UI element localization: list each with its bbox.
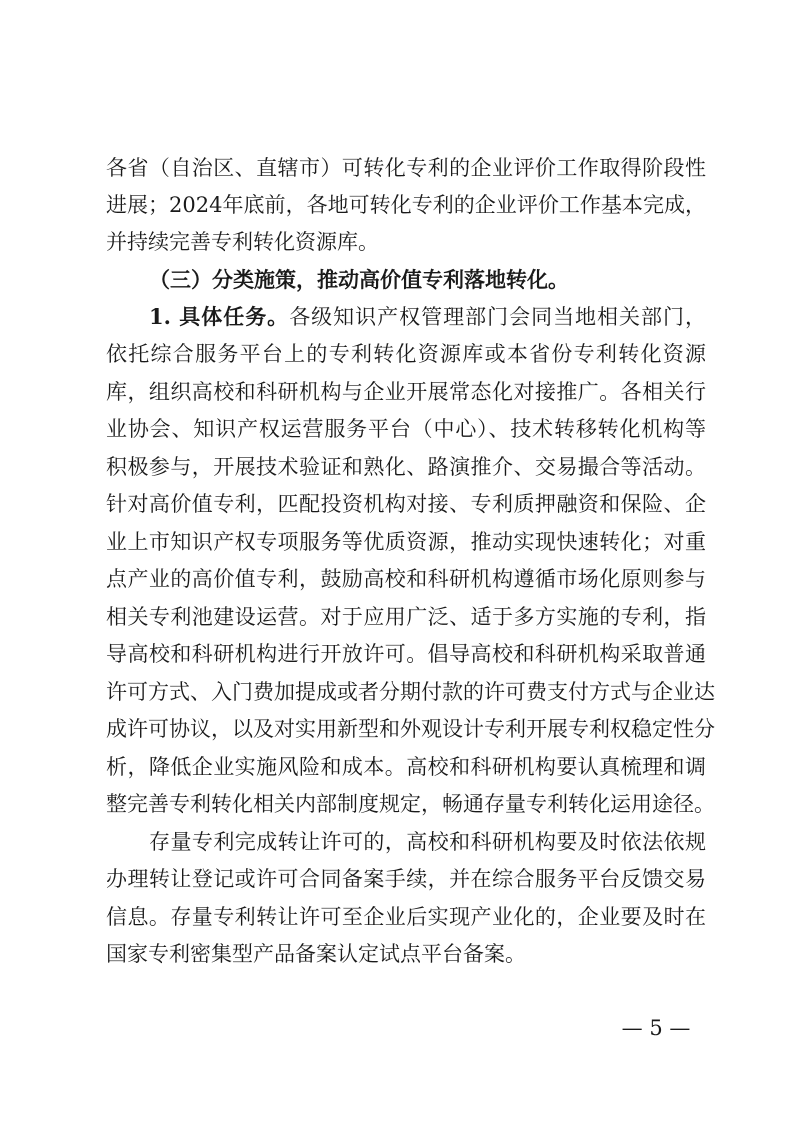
text-line: 库，组织高校和科研机构与企业开展常态化对接推广。各相关行 [106,380,706,404]
text-line: 积极参与，开展技术验证和熟化、路演推介、交易撮合等活动。 [106,455,706,479]
text-line: 许可方式、入门费加提成或者分期付款的许可费支付方式与企业达 [106,680,715,704]
text-line: 办理转让登记或许可合同备案手续，并在综合服务平台反馈交易 [106,867,706,891]
page-number: — 5 — [621,1016,691,1040]
text-line: 成许可协议，以及对实用新型和外观设计专利开展专利权稳定性分 [106,717,715,741]
text-line: 信息。存量专利转让许可至企业后实现产业化的，企业要及时在 [106,905,706,929]
text-line: 存量专利完成转让许可的，高校和科研机构要及时依法依规 [149,830,706,854]
task-first-line [149,299,706,335]
text-line: 各省（自治区、直辖市）可转化专利的企业评价工作取得阶段性 [106,156,706,180]
text-line: 相关专利池建设运营。对于应用广泛、适于多方实施的专利，指 [106,605,706,629]
text-line: 进展；2024年底前，各地可转化专利的企业评价工作基本完成， [106,193,706,217]
text-line: 导高校和科研机构进行开放许可。倡导高校和科研机构采取普通 [106,642,706,666]
task-first-line-text: 各级知识产权管理部门会同当地相关部门， [289,305,707,329]
text-line: 业协会、知识产权运营服务平台（中心）、技术转移转化机构等 [106,417,706,441]
section-heading: （三）分类施策，推动高价值专利落地转化。 [149,267,569,292]
text-line: 并持续完善专利转化资源库。 [106,230,379,254]
text-line: 国家专利密集型产品备案认定试点平台备案。 [106,942,526,966]
text-line: 业上市知识产权专项服务等优质资源，推动实现快速转化；对重 [106,530,706,554]
task-label: 1. 具体任务。 [149,304,290,329]
text-line: 点产业的高价值专利，鼓励高校和科研机构遵循市场化原则参与 [106,567,706,591]
text-line: 依托综合服务平台上的专利转化资源库或本省份专利转化资源 [106,342,706,366]
text-line: 针对高价值专利，匹配投资机构对接、专利质押融资和保险、企 [106,492,706,516]
text-line: 整完善专利转化相关内部制度规定，畅通存量专利转化运用途径。 [106,792,715,816]
text-line: 析，降低企业实施风险和成本。高校和科研机构要认真梳理和调 [106,755,706,779]
